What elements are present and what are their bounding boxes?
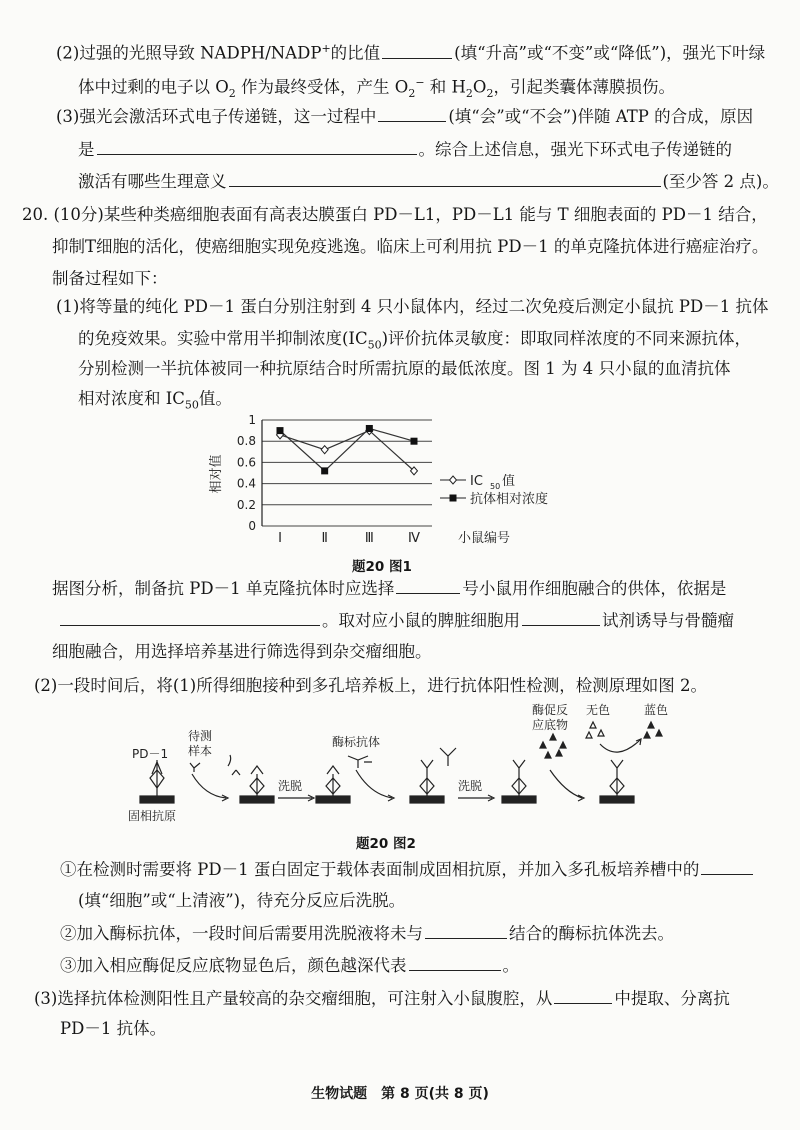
solid-antigen-icon [410, 760, 444, 803]
q19-part3-line1: (3)强光会激活环式电子传递链，这一过程中 (填“会”或“不会”)伴随 ATP 的合成，原因 [56, 107, 754, 126]
q19-part2-line1: (2)过强的光照导致 NADPH/NADP+的比值 (填“升高”或“不变”或“降低”)，强光下叶绿 [56, 42, 766, 63]
y-tick-label: 0.2 [236, 497, 256, 512]
antibody-icon [190, 763, 200, 772]
q20-part2-line1: (2)一段时间后，将(1)所得细胞接种到多孔培养板上，进行抗体阳性检测，检测原理如图 2。 [34, 676, 707, 695]
wash-label-2: 洗脱 [458, 779, 483, 793]
answer-blank[interactable] [409, 954, 501, 971]
q19-part2-line2: 体中过剩的电子以 $O_2$ 作为最终受体，产生 $O_2^-$ 和 $H_2O_2$，引起类囊体薄膜损伤。 [78, 76, 675, 100]
substrate-label-2: 应底物 [532, 718, 569, 732]
answer-blank[interactable] [425, 922, 507, 939]
colorless-product-icon [586, 722, 604, 738]
x-tick-label: Ⅳ [408, 531, 420, 546]
legend-marker-ic50 [450, 476, 457, 484]
colorless-label: 无色 [586, 703, 611, 717]
q20-part2-q3: ③加入相应酶促反应底物显色后，颜色越深代表 。 [60, 956, 519, 975]
q20-part1-after3: 细胞融合，用选择培养基进行筛选得到杂交瘤细胞。 [52, 642, 432, 661]
x-tick-label: Ⅰ [278, 531, 282, 546]
blue-label: 蓝色 [644, 703, 669, 717]
answer-blank[interactable] [701, 858, 753, 875]
x-axis-label: 小鼠编号 [458, 531, 511, 546]
q20-intro-line3: 制备过程如下： [52, 269, 168, 288]
q20-part2-q1-line2: (填“细胞”或“上清液”)，待充分反应后洗脱。 [78, 891, 406, 910]
q19-part3-line3: 激活有哪些生理意义 (至少答 2 点)。 [78, 172, 779, 191]
page-footer: 生物试题 第 8 页(共 8 页) [311, 1086, 489, 1102]
x-tick-label: Ⅱ [321, 531, 328, 546]
series-line [280, 428, 414, 470]
y-tick-label: 0.4 [236, 476, 256, 491]
y-tick-label: 0.6 [236, 455, 256, 470]
figure1-chart [200, 408, 580, 556]
y-axis-label: 相对值 [209, 454, 224, 494]
legend-label-ic50-sub: 50 [490, 482, 501, 491]
answer-blank[interactable] [229, 170, 661, 187]
figure2-caption: 题20 图2 [356, 836, 416, 852]
x-tick-label: Ⅲ [364, 531, 374, 546]
y-tick-label: 0 [248, 519, 256, 533]
antibody-icon [232, 770, 240, 775]
solid-antigen-icon [240, 766, 274, 803]
q20-intro-line2: 抑制T细胞的活化，使癌细胞实现免疫逃逸。临床上可利用抗 PD－1 的单克隆抗体进行癌症治疗。 [52, 237, 769, 256]
q20-part1-line1: (1)将等量的纯化 PD－1 蛋白分别注射到 4 只小鼠体内，经过二次免疫后测定小鼠抗 PD－1 抗体 [56, 297, 769, 316]
answer-blank[interactable] [378, 105, 446, 122]
q20-part3-line1: (3)选择抗体检测阳性且产量较高的杂交瘤细胞，可注射入小鼠腹腔，从 中提取、分离抗 [34, 989, 730, 1008]
answer-blank[interactable] [554, 987, 612, 1004]
y-tick-label: 1 [248, 413, 256, 427]
answer-blank[interactable] [97, 138, 417, 155]
q20-part1-line3: 分别检测一半抗体被同一种抗原结合时所需抗原的最低浓度。图 1 为 4 只小鼠的血清抗体 [78, 359, 731, 378]
solid-antigen-icon [600, 760, 634, 803]
data-point-antibody [321, 467, 328, 474]
q20-part1-after1: 据图分析，制备抗 PD－1 单克隆抗体时应选择 号小鼠用作细胞融合的供体，依据是 [52, 579, 727, 598]
figure2-diagram [120, 700, 690, 830]
data-point-ic50 [321, 446, 328, 454]
substrate-label-1: 酶促反 [532, 703, 569, 717]
q20-part3-line2: PD－1 抗体。 [60, 1019, 167, 1038]
q20-part2-q1-line1: ①在检测时需要将 PD－1 蛋白固定于载体表面制成固相抗原，并加入多孔板培养槽中的 [60, 858, 755, 881]
answer-blank[interactable] [396, 577, 460, 594]
legend-label-ic50: IC [470, 474, 483, 489]
legend-label-ic50-suffix: 值 [502, 474, 516, 489]
arrow-icon [192, 774, 226, 798]
sample-label-1: 待测 [188, 729, 213, 743]
solid-antigen-label: 固相抗原 [128, 809, 177, 823]
q20-intro-line1: 20. (10分)某些种类癌细胞表面有高表达膜蛋白 PD－L1，PD－L1 能与 T 细胞表面的 PD－1 结合， [22, 205, 768, 224]
q20-part1-line2: 的免疫效果。实验中常用半抑制浓度$(IC_{50})$评价抗体灵敏度：即取同样浓度的不同来源抗体， [78, 329, 752, 352]
pd1-label: PD－1 [132, 747, 169, 761]
legend-marker-antibody [450, 495, 457, 502]
arrow-icon [356, 770, 392, 798]
answer-blank[interactable] [382, 42, 452, 59]
q20-part1-line4: 相对浓度和 $IC_{50}$值。 [78, 389, 232, 412]
sample-label-2: 样本 [188, 744, 213, 758]
q19-part3-line2: 是 。综合上述信息，强光下环式电子传递链的 [78, 140, 732, 159]
substrate-icon [540, 734, 566, 758]
wash-label-1: 洗脱 [278, 779, 303, 793]
data-point-antibody [366, 425, 373, 432]
solid-antigen-icon [140, 760, 174, 803]
blue-product-icon [644, 722, 662, 738]
solid-antigen-icon [316, 766, 350, 803]
enzyme-antibody-label: 酶标抗体 [332, 735, 381, 749]
arrow-icon [550, 770, 582, 798]
solid-antigen-icon [502, 760, 536, 803]
figure1-caption: 题20 图1 [352, 559, 412, 575]
y-tick-label: 0.8 [236, 434, 256, 449]
q20-part1-after2: 。取对应小鼠的脾脏细胞用 试剂诱导与骨髓瘤 [52, 609, 734, 632]
legend-label-antibody: 抗体相对浓度 [470, 492, 549, 507]
enzyme-antibody-icon [440, 748, 456, 766]
answer-blank[interactable] [522, 609, 600, 626]
q20-part2-q2: ②加入酶标抗体，一段时间后需要用洗脱液将未与 结合的酶标抗体洗去。 [60, 924, 674, 943]
answer-blank[interactable] [60, 609, 320, 626]
series-line [280, 431, 414, 471]
data-point-antibody [411, 438, 418, 445]
enzyme-antibody-icon [348, 756, 372, 768]
data-point-antibody [277, 427, 284, 434]
reaction-arrow-icon [600, 740, 640, 752]
